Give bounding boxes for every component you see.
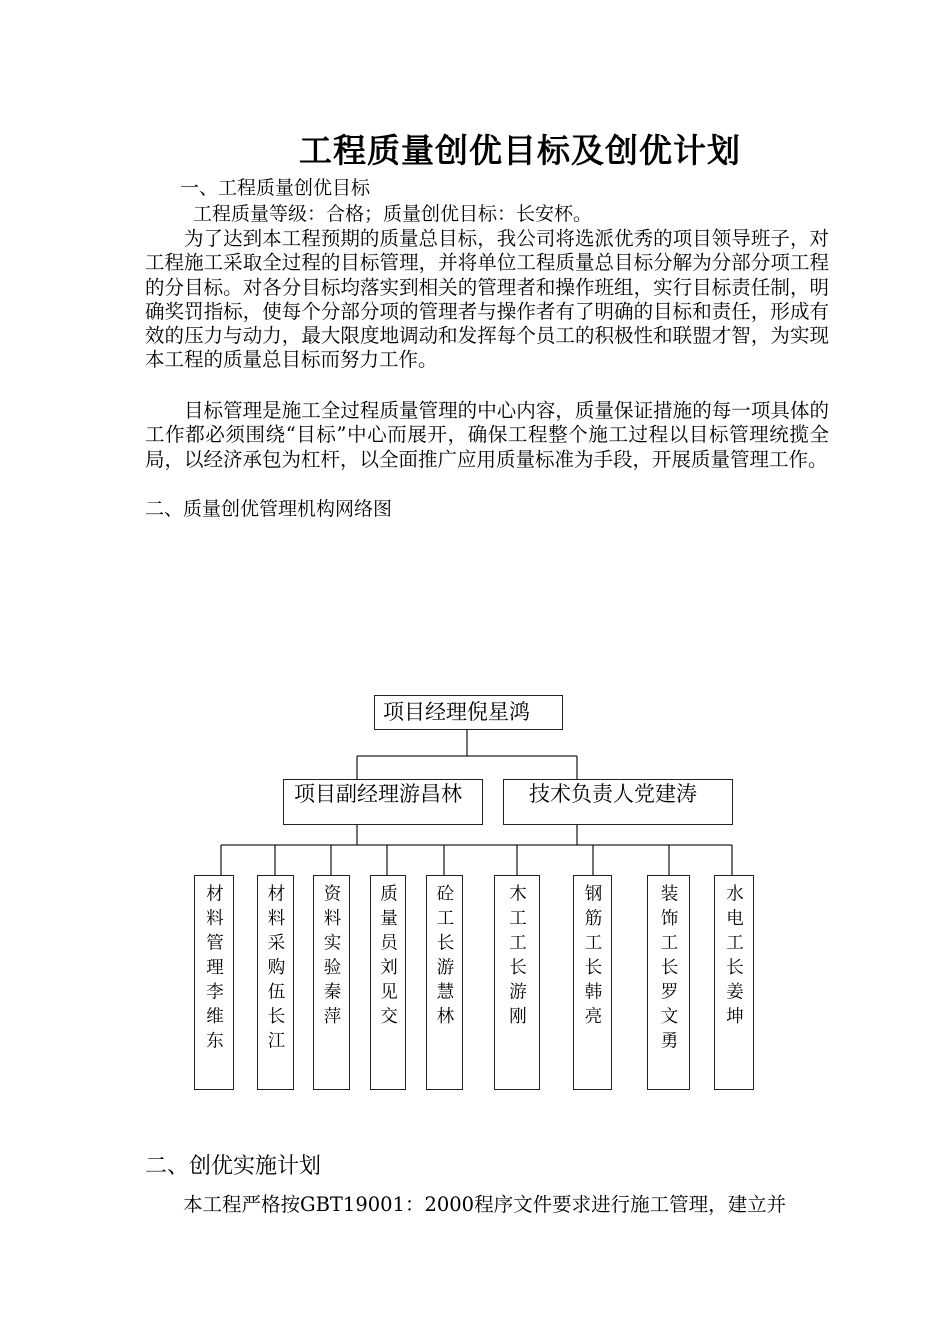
page-title: 工程质量创优目标及创优计划 xyxy=(299,131,741,170)
org-box-staff: 水电工长姜坤 xyxy=(714,875,754,1090)
org-box-staff: 材料采购伍长江 xyxy=(257,875,294,1090)
section-heading-goal: 一、工程质量创优目标 xyxy=(180,177,371,199)
org-box-deputy-manager xyxy=(283,779,483,825)
org-box-staff: 材料管理李维东 xyxy=(194,875,234,1090)
section-heading-org-chart: 二、质量创优管理机构网络图 xyxy=(145,498,393,520)
org-label-project-manager: 项目经理倪星鸿 xyxy=(383,700,530,724)
paragraph-goal-management: 为了达到本工程预期的质量总目标，我公司将选派优秀的项目领导班子，对工程施工采取全过程的目标管理，并将单位工程质量总目标分解为分部分项工程的分目标。对各分目标均落实到相关的管理者和操作班组，实行目标责任制，明确奖罚指标，使每个分部分项的管理者与操作者有了明确的目标和责任，形成有效的压力与动力，最大限度地调动和发挥每个员工的积极性和联盟才智，为实现本工程的质量总目标而努力工作。 xyxy=(145,227,829,372)
org-box-staff: 木工工长游刚 xyxy=(494,875,540,1090)
org-box-staff: 钢筋工长韩亮 xyxy=(573,875,612,1090)
paragraph-implementation: 本工程严格按GBT19001：2000程序文件要求进行施工管理，建立并 xyxy=(183,1193,787,1216)
org-box-project-manager xyxy=(374,695,563,730)
org-box-technical-lead xyxy=(503,779,733,825)
org-box-staff: 砼工长游慧林 xyxy=(426,875,463,1090)
org-box-staff: 资料实验秦萍 xyxy=(313,875,350,1090)
section-heading-implementation: 二、创优实施计划 xyxy=(145,1154,322,1179)
paragraph-target-management: 目标管理是施工全过程质量管理的中心内容，质量保证措施的每一项具体的工作都必须围绕“目标”中心而展开，确保工程整个施工过程以目标管理统揽全局，以经济承包为杠杆，以全面推广应用质量标准为手段，开展质量管理工作。 xyxy=(145,399,829,471)
quality-goal-line: 工程质量等级：合格；质量创优目标：长安杯。 xyxy=(193,203,593,225)
org-box-staff: 装饰工长罗文勇 xyxy=(647,875,690,1090)
org-label-technical-lead: 技术负责人党建涛 xyxy=(529,782,697,806)
org-label-deputy-manager: 项目副经理游昌林 xyxy=(294,782,462,806)
org-box-staff: 质量员刘见交 xyxy=(370,875,406,1090)
